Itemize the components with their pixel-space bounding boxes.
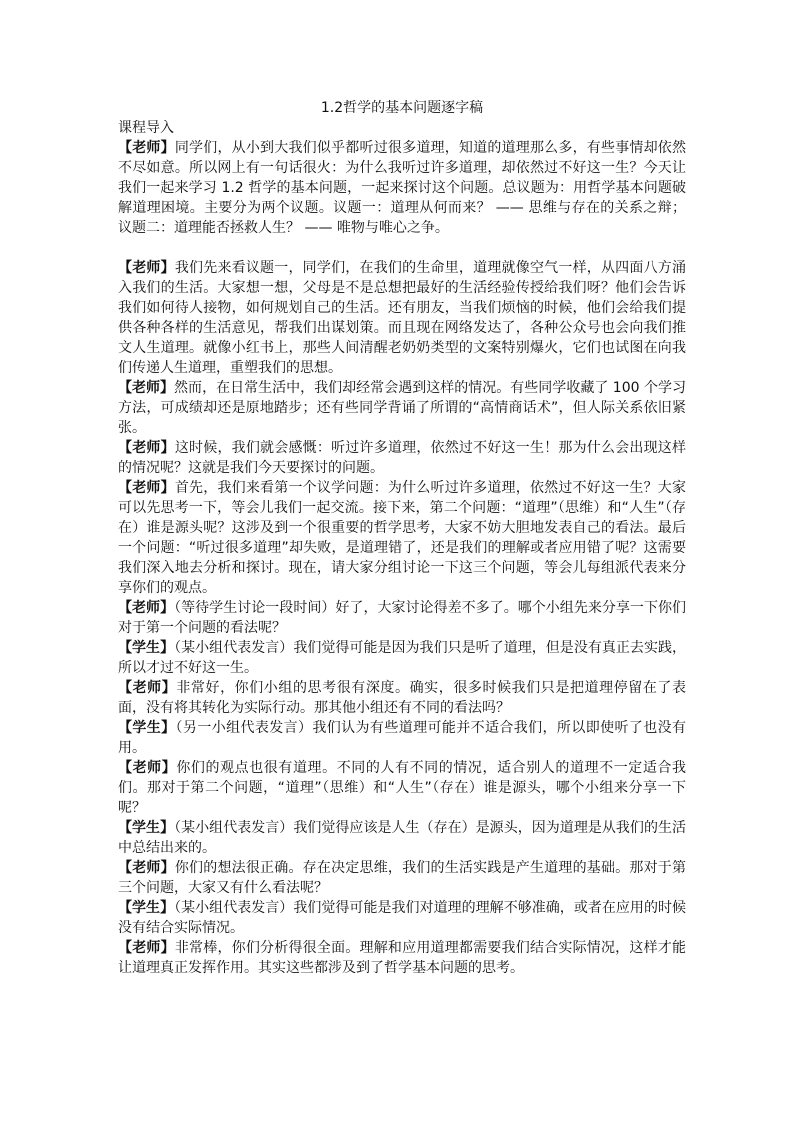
speaker-label: 【老师】 <box>118 760 177 776</box>
paragraph-text: 你们的观点也很有道理。不同的人有不同的情况，适合别人的道理不一定适合我们。那对于第二个问题，“道理”（思维）和“人生”（存在）谁是源头，哪个小组来分享一下呢？ <box>118 760 687 816</box>
speaker-label: 【老师】 <box>118 380 175 396</box>
paragraph <box>118 758 686 818</box>
speaker-label: 【学生】 <box>118 640 175 656</box>
paragraph <box>118 898 686 938</box>
speaker-label: 【老师】 <box>118 440 175 456</box>
paragraph-text: 同学们，从小到大我们似乎都听过很多道理，知道的道理那么多，有些事情却依然不尽如意。所以网上有一句话很火：为什么我听过许多道理，却依然过不好这一生？今天让我们一起来学习 1.2 哲学的基本问题，一起来探讨这个问题。总议题为：用哲学基本问题破解道理困境。主要分为两个议题。议题一：道理从何而来？ —— 思维与存在的关系之辩；议题二：道理能否拯救人生？ —— 唯物与唯心之争。 <box>118 140 687 236</box>
paragraph <box>118 258 686 378</box>
paragraph-spacer <box>118 238 686 258</box>
paragraph-text: （某小组代表发言）我们觉得可能是我们对道理的理解不够准确，或者在应用的时候没有结合实际情况。 <box>118 900 687 936</box>
paragraph <box>118 718 686 758</box>
paragraph <box>118 818 686 858</box>
paragraph-text: （另一小组代表发言）我们认为有些道理可能并不适合我们，所以即使听了也没有用。 <box>118 720 687 756</box>
paragraph-intro <box>118 138 686 238</box>
speaker-label: 【老师】 <box>118 480 175 496</box>
speaker-label: 【学生】 <box>118 720 176 736</box>
paragraph <box>118 378 686 438</box>
paragraph <box>118 478 686 598</box>
section-heading: 课程导入 <box>118 120 174 136</box>
speaker-label: 【学生】 <box>118 820 175 836</box>
speaker-label: 【老师】 <box>118 140 175 156</box>
paragraph-text: 然而，在日常生活中，我们却经常会遇到这样的情况。有些同学收藏了 100 个学习方法，可成绩却还是原地踏步；还有些同学背诵了所谓的“高情商话术”，但人际关系依旧紧张。 <box>118 380 687 436</box>
paragraph <box>118 638 686 678</box>
document-title: 1.2哲学的基本问题逐字稿 <box>320 100 484 116</box>
paragraph <box>118 858 686 898</box>
paragraph-text: 我们先来看议题一，同学们，在我们的生命里，道理就像空气一样，从四面八方涌入我们的生活。大家想一想，父母是不是总想把最好的生活经验传授给我们呀？他们会告诉我们如何待人接物，如何规划自己的生活。还有朋友，当我们烦恼的时候，他们会给我们提供各种各样的生活意见，帮我们出谋划策。而且现在网络发达了，各种公众号也会向我们推文人生道理。就像小红书上，那些人间清醒老奶奶类型的文案特别爆火，它们也试图在向我们传递人生道理，重塑我们的思想。 <box>118 260 687 376</box>
paragraph-text: （等待学生讨论一段时间）好了，大家讨论得差不多了。哪个小组先来分享一下你们对于第一个问题的看法呢？ <box>118 600 687 636</box>
speaker-label: 【学生】 <box>118 900 175 916</box>
paragraph <box>118 678 686 718</box>
document-page <box>118 98 686 978</box>
paragraph-text: 非常棒，你们分析得很全面。理解和应用道理都需要我们结合实际情况，这样才能让道理真正发挥作用。其实这些都涉及到了哲学基本问题的思考。 <box>118 940 687 976</box>
speaker-label: 【老师】 <box>118 940 175 956</box>
paragraph-text: 非常好，你们小组的思考很有深度。确实，很多时候我们只是把道理停留在了表面，没有将其转化为实际行动。那其他小组还有不同的看法吗？ <box>118 680 687 716</box>
paragraph <box>118 938 686 978</box>
speaker-label: 【老师】 <box>118 860 175 876</box>
paragraph-text: 这时候，我们就会感慨：听过许多道理，依然过不好这一生！那为什么会出现这样的情况呢？这就是我们今天要探讨的问题。 <box>118 440 687 476</box>
paragraph-text: （某小组代表发言）我们觉得可能是因为我们只是听了道理，但是没有真正去实践，所以才过不好这一生。 <box>118 640 687 676</box>
paragraph-text: （某小组代表发言）我们觉得应该是人生（存在）是源头，因为道理是从我们的生活中总结出来的。 <box>118 820 687 856</box>
paragraph <box>118 598 686 638</box>
paragraph-text: 首先，我们来看第一个议学问题：为什么听过许多道理，依然过不好这一生？大家可以先思考一下，等会儿我们一起交流。接下来，第二个问题：“道理”（思维）和“人生”（存在）谁是源头呢？这涉及到一个很重要的哲学思考，大家不妨大胆地发表自己的看法。最后一个问题：“听过很多道理”却失败，是道理错了，还是我们的理解或者应用错了呢？这需要我们深入地去分析和探讨。现在，请大家分组讨论一下这三个问题，等会儿每组派代表来分享你们的观点。 <box>118 480 687 596</box>
speaker-label: 【老师】 <box>118 260 175 276</box>
paragraph <box>118 438 686 478</box>
speaker-label: 【老师】 <box>118 680 177 696</box>
paragraph-text: 你们的想法很正确。存在决定思维，我们的生活实践是产生道理的基础。那对于第三个问题，大家又有什么看法呢？ <box>118 860 687 896</box>
speaker-label: 【老师】 <box>118 600 175 616</box>
